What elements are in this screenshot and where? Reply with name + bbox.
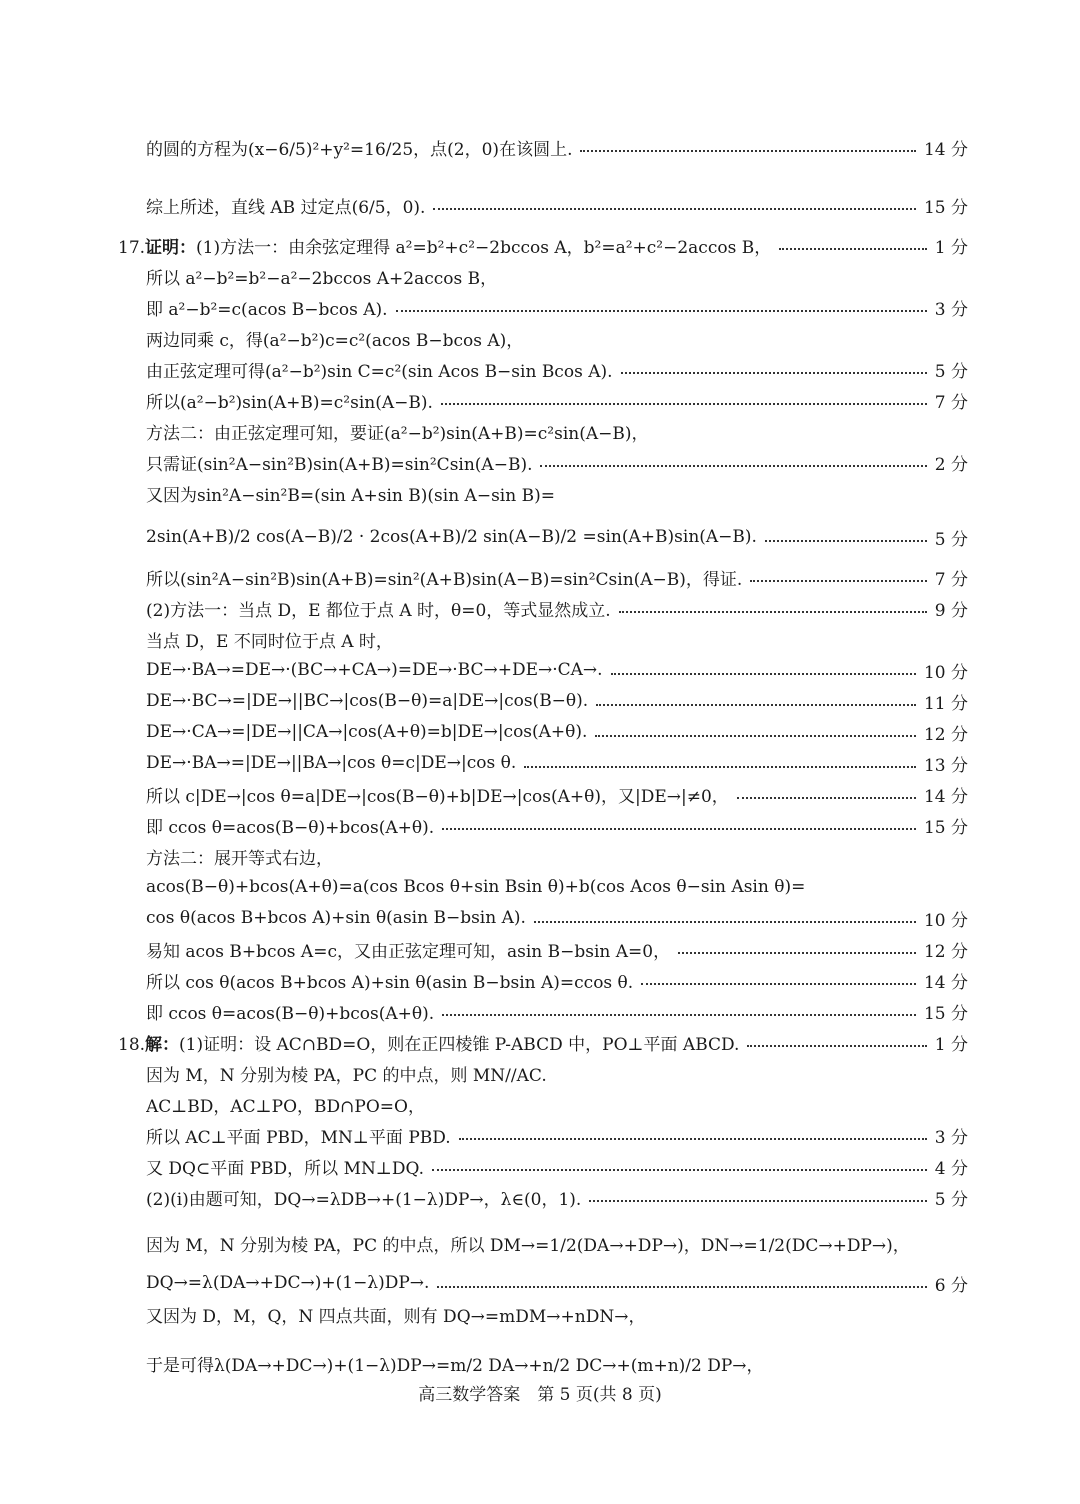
line-text: 所以 a²−b²=b²−a²−2bccos A+2accos B，	[146, 268, 498, 289]
line-text: 所以 AC⊥平面 PBD，MN⊥平面 PBD.	[146, 1127, 451, 1148]
dot-leader	[442, 826, 916, 830]
solution-line	[146, 655, 968, 685]
dot-leader	[747, 1043, 926, 1047]
line-content	[146, 813, 434, 838]
line-content	[146, 753, 516, 773]
score-label: 9 分	[934, 600, 968, 621]
solution-line	[146, 416, 968, 446]
line-content	[146, 419, 649, 444]
solution-line	[146, 478, 968, 508]
line-text: DQ→=λ(DA→+DC→)+(1−λ)DP→.	[146, 1273, 430, 1293]
solution-line	[146, 593, 968, 623]
dot-leader	[580, 148, 915, 152]
score-label: 5 分	[934, 1189, 968, 1210]
line-content	[146, 565, 742, 590]
solution-line	[146, 261, 968, 291]
solution-line	[146, 996, 968, 1026]
solution-line	[146, 934, 968, 964]
solution-line	[146, 1120, 968, 1150]
solution-line	[118, 1027, 968, 1057]
line-text: DE→·BA→=DE→·(BC→+CA→)=DE→·BC→+DE→·CA→.	[146, 660, 603, 680]
solution-line	[146, 447, 968, 477]
solution-line	[146, 354, 968, 384]
score-label: 6 分	[934, 1275, 968, 1296]
line-text: 综上所述，直线 AB 过定点(6/5，0).	[146, 197, 426, 218]
solution-line	[146, 1151, 968, 1181]
line-content	[146, 782, 729, 807]
solution-line	[146, 122, 968, 172]
solution-line	[146, 1058, 968, 1088]
score-label: 10 分	[923, 662, 968, 683]
line-content	[146, 264, 497, 289]
score-label: 7 分	[934, 392, 968, 413]
score-label: 12 分	[923, 941, 968, 962]
line-content	[146, 660, 603, 680]
dot-leader	[619, 609, 927, 613]
solution-line	[146, 1182, 968, 1212]
line-content	[146, 193, 425, 218]
dot-leader	[737, 795, 916, 799]
score-label: 5 分	[934, 529, 968, 550]
solution-line	[146, 717, 968, 747]
line-text: 即 a²−b²=c(acos B−bcos A).	[146, 299, 388, 320]
solution-line	[118, 230, 968, 260]
dot-leader	[595, 733, 916, 737]
score-label: 1 分	[934, 1034, 968, 1055]
line-text: 2sin(A+B)/2 cos(A−B)/2 · 2cos(A+B)/2 sin(A−B)/2 =sin(A+B)sin(A−B).	[146, 527, 757, 547]
solution-line	[146, 965, 968, 995]
solution-line	[146, 562, 968, 592]
page-footer: 高三数学答案 第 5 页(共 8 页)	[418, 1385, 662, 1405]
line-content	[146, 691, 588, 711]
score-label: 7 分	[934, 569, 968, 590]
solution-line	[146, 841, 968, 871]
solution-line	[146, 1299, 968, 1329]
line-text: (1)方法一：由余弦定理得 a²=b²+c²−2bccos A，b²=a²+c²−2accos B，	[196, 237, 772, 258]
score-label: 12 分	[923, 724, 968, 745]
line-content	[118, 233, 771, 258]
score-label: 2 分	[934, 454, 968, 475]
line-content	[146, 450, 532, 475]
line-text: 因为 M，N 分别为棱 PA，PC 的中点，所以 DM→=1/2(DA→+DP→)，DN→=1/2(DC→+DP→)，	[146, 1235, 910, 1256]
solution-line	[146, 872, 968, 902]
score-label: 11 分	[923, 693, 968, 714]
problem-heading: 解：	[145, 1034, 180, 1055]
line-text: 易知 acos B+bcos A=c，又由正弦定理可知，asin B−bsin A=0，	[146, 941, 671, 962]
score-label: 15 分	[923, 817, 968, 838]
solution-line	[146, 512, 968, 562]
line-text: DE→·BC→=|DE→||BC→|cos(B−θ)=a|DE→|cos(B−θ).	[146, 691, 589, 711]
line-content	[146, 877, 805, 897]
score-label: 15 分	[923, 197, 968, 218]
line-text: (2)(i)由题可知，DQ→=λDB→+(1−λ)DP→，λ∈(0，1).	[146, 1189, 582, 1210]
line-content	[146, 326, 523, 351]
line-text: AC⊥BD，AC⊥PO，BD∩PO=O，	[146, 1096, 425, 1117]
line-content	[146, 1302, 645, 1327]
line-content	[146, 527, 757, 547]
solution-line	[146, 180, 968, 230]
dot-leader	[611, 671, 916, 675]
line-text: 因为 M，N 分别为棱 PA，PC 的中点，则 MN//AC.	[146, 1065, 547, 1086]
solution-line	[146, 292, 968, 322]
line-content	[146, 844, 333, 869]
score-label: 4 分	[934, 1158, 968, 1179]
line-content	[146, 627, 393, 652]
dot-leader	[641, 981, 916, 985]
line-text: 由正弦定理可得(a²−b²)sin C=c²(sin Acos B−sin Bcos A).	[146, 361, 613, 382]
dot-leader	[433, 206, 916, 210]
dot-leader	[750, 578, 926, 582]
dot-leader	[437, 1284, 926, 1288]
line-content	[118, 1030, 739, 1055]
solution-line	[146, 903, 968, 933]
dot-leader	[459, 1136, 927, 1140]
line-text: 所以 cos θ(acos B+bcos A)+sin θ(asin B−bsin A)=ccos θ.	[146, 972, 634, 993]
line-text: 所以 c|DE→|cos θ=a|DE→|cos(B−θ)+b|DE→|cos(A+θ)，又|DE→|≠0，	[146, 786, 729, 807]
line-text: 又因为 D，M，Q，N 四点共面，则有 DQ→=mDM→+nDN→，	[146, 1306, 646, 1327]
line-content	[146, 1185, 581, 1210]
solution-line	[146, 385, 968, 415]
dot-leader	[621, 370, 927, 374]
line-content	[146, 135, 572, 160]
line-text: 方法二：展开等式右边，	[146, 848, 333, 869]
line-text: 于是可得λ(DA→+DC→)+(1−λ)DP→=m/2 DA→+n/2 DC→+(m+n)/2 DP→，	[146, 1355, 764, 1376]
line-content	[146, 968, 633, 993]
solution-line	[146, 1268, 968, 1298]
score-label: 10 分	[923, 910, 968, 931]
line-text: DE→·CA→=|DE→||CA→|cos(A+θ)=b|DE→|cos(A+θ).	[146, 722, 588, 742]
dot-leader	[765, 538, 927, 542]
problem-number: 18.	[118, 1034, 146, 1055]
dot-leader	[432, 1167, 927, 1171]
line-text: 当点 D，E 不同时位于点 A 时，	[146, 631, 393, 652]
line-text: 的圆的方程为(x−6/5)²+y²=16/25，点(2，0)在该圆上.	[146, 139, 573, 160]
line-text: 只需证(sin²A−sin²B)sin(A+B)=sin²Csin(A−B).	[146, 454, 533, 475]
line-text: (1)证明：设 AC∩BD=O，则在正四棱锥 P-ABCD 中，PO⊥平面 ABCD.	[179, 1034, 740, 1055]
dot-leader	[596, 702, 916, 706]
solution-line	[146, 1218, 968, 1268]
solution-line	[146, 1089, 968, 1119]
line-content	[146, 908, 526, 928]
dot-leader	[779, 246, 927, 250]
line-content	[146, 388, 433, 413]
dot-leader	[678, 950, 916, 954]
solution-line	[146, 779, 968, 809]
solution-line	[146, 810, 968, 840]
score-label: 14 分	[923, 972, 968, 993]
line-text: 所以(a²−b²)sin(A+B)=c²sin(A−B).	[146, 392, 433, 413]
dot-leader	[396, 308, 927, 312]
line-text: 所以(sin²A−sin²B)sin(A+B)=sin²(A+B)sin(A−B)=sin²Csin(A−B)，得证.	[146, 569, 743, 590]
dot-leader	[589, 1198, 926, 1202]
line-text: 又因为sin²A−sin²B=(sin A+sin B)(sin A−sin B)=	[146, 485, 555, 506]
line-content	[146, 1273, 429, 1293]
line-content	[146, 937, 670, 962]
score-label: 14 分	[923, 786, 968, 807]
score-label: 14 分	[923, 139, 968, 160]
line-content	[146, 1061, 547, 1086]
line-text: acos(B−θ)+bcos(A+θ)=a(cos Bcos θ+sin Bsin θ)+b(cos Acos θ−sin Asin θ)=	[146, 877, 806, 897]
line-text: DE→·BA→=|DE→||BA→|cos θ=c|DE→|cos θ.	[146, 753, 517, 773]
dot-leader	[524, 764, 916, 768]
line-text: 方法二：由正弦定理可知，要证(a²−b²)sin(A+B)=c²sin(A−B)，	[146, 423, 649, 444]
line-content	[146, 596, 611, 621]
score-label: 15 分	[923, 1003, 968, 1024]
line-text: 两边同乘 c，得(a²−b²)c=c²(acos B−bcos A)，	[146, 330, 524, 351]
score-label: 5 分	[934, 361, 968, 382]
line-text: (2)方法一：当点 D，E 都位于点 A 时，θ=0，等式显然成立.	[146, 600, 611, 621]
line-content	[146, 357, 613, 382]
line-content	[146, 999, 434, 1024]
line-text: cos θ(acos B+bcos A)+sin θ(asin B−bsin A).	[146, 908, 526, 928]
line-content	[146, 481, 555, 506]
solution-line	[146, 686, 968, 716]
dot-leader	[534, 919, 916, 923]
dot-leader	[540, 463, 926, 467]
line-text: 又 DQ⊂平面 PBD，所以 MN⊥DQ.	[146, 1158, 424, 1179]
line-content	[146, 722, 587, 742]
score-label: 13 分	[923, 755, 968, 776]
line-content	[146, 1351, 764, 1376]
line-text: 即 ccos θ=acos(B−θ)+bcos(A+θ).	[146, 817, 435, 838]
dot-leader	[442, 1012, 916, 1016]
line-content	[146, 1154, 424, 1179]
line-content	[146, 1231, 910, 1256]
solution-line	[146, 323, 968, 353]
problem-heading: 证明：	[145, 237, 197, 258]
line-content	[146, 1123, 451, 1148]
solution-line	[146, 748, 968, 778]
line-content	[146, 1092, 425, 1117]
problem-number: 17.	[118, 237, 146, 258]
line-content	[146, 295, 388, 320]
score-label: 3 分	[934, 1127, 968, 1148]
score-label: 1 分	[934, 237, 968, 258]
solution-line	[146, 624, 968, 654]
score-label: 3 分	[934, 299, 968, 320]
line-text: 即 ccos θ=acos(B−θ)+bcos(A+θ).	[146, 1003, 435, 1024]
dot-leader	[441, 401, 927, 405]
